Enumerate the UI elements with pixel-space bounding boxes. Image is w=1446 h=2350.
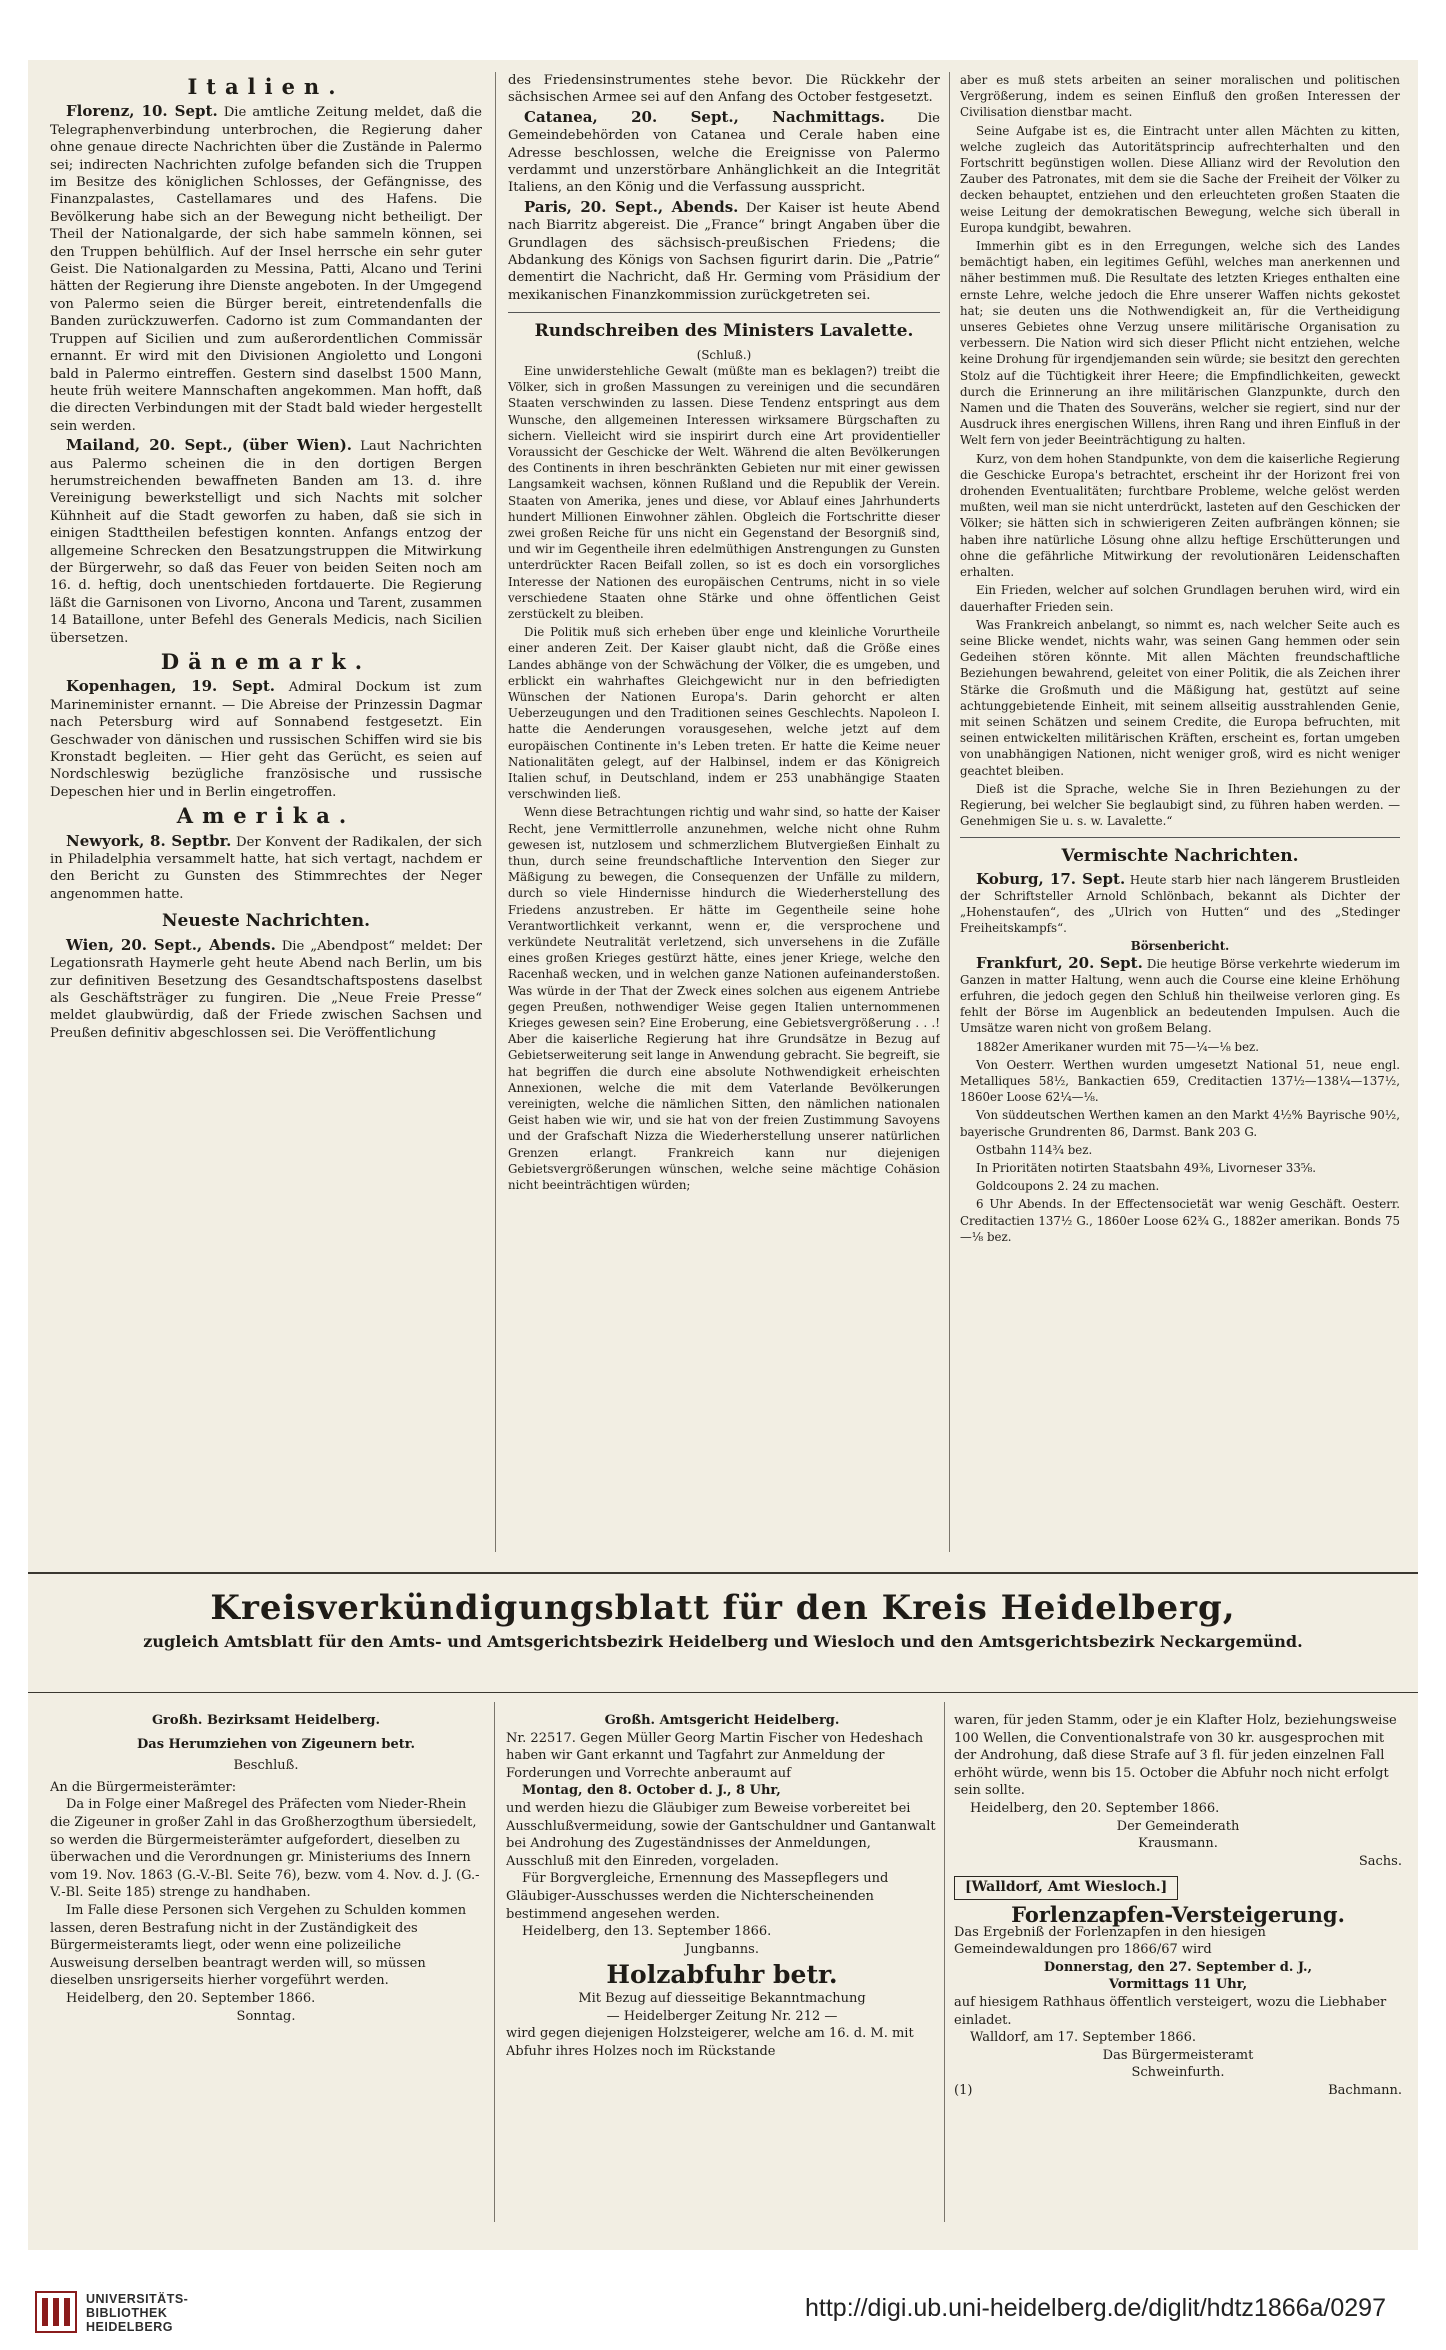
conclusion-note: (Schluß.) bbox=[696, 347, 752, 362]
article-florenz bbox=[50, 103, 482, 435]
circular-paragraph: Die Politik muß sich erheben über enge und kleinliche Vorurtheile einer anderen Zeit. Der Kaiser glaubt nicht, daß die Größe eines Landes abhänge von der Schwächung der Völker, die es umgeben, und erblickt ein wahrhaftes Gleichgewicht nur in den befriedigten Wünschen der Nationen Europa's. Darin gehorcht er alten Ueberzeugungen und den Traditionen seines Geschlechts. Napoleon I. hatte die Aenderungen vorausgesehen, welche jetzt auf dem europäischen Continente in's Leben treten. Er hatte die Keime neuer Nationalitäten gelegt, auf der Halbinsel, indem er das Königreich Italien schuf, in Deutschland, indem er 253 unabhängige Staaten verschwinden ließ. bbox=[508, 625, 940, 802]
notice-office: Das Bürgermeisteramt bbox=[1102, 2047, 1254, 2063]
library-name bbox=[86, 2292, 188, 2334]
notice-signer: Bachmann. bbox=[1328, 2082, 1402, 2098]
article-frankfurt bbox=[960, 955, 1400, 1037]
bourse-line: Ostbahn 114¾ bez. bbox=[976, 1142, 1093, 1157]
heading-america: Amerika. bbox=[176, 803, 356, 829]
gazette-subtitle: zugleich Amtsblatt für den Amts- und Amtsgerichtsbezirk Heidelberg und Wiesloch und den Amtsgerichtsbezirk Neckargemünd. bbox=[143, 1632, 1303, 1651]
heading-misc-news: Vermischte Nachrichten. bbox=[1061, 846, 1299, 867]
notice-decision: Beschluß. bbox=[233, 1758, 299, 1774]
notice-signature: Jungbanns. bbox=[685, 1941, 759, 1957]
notice-reference: — Heidelberger Zeitung Nr. 212 — bbox=[606, 2008, 838, 2024]
gazette-title: Kreisverkündigungsblatt für den Kreis Heidelberg, bbox=[210, 1588, 1236, 1628]
notice-signature: Sonntag. bbox=[236, 2008, 296, 2024]
footer bbox=[0, 2260, 1446, 2350]
bourse-line: 1882er Amerikaner wurden mit 75—¼—⅛ bez. bbox=[976, 1039, 1260, 1054]
notice-date: Walldorf, am 17. September 1866. bbox=[970, 2030, 1197, 2046]
bourse-line: Von süddeutschen Werthen kamen an den Markt 4½% Bayrische 90½, bayerische Grundrenten 86, Darmst. Bank 203 G. bbox=[960, 1108, 1400, 1139]
library-line: BIBLIOTHEK bbox=[86, 2306, 168, 2320]
circular-paragraph: Wenn diese Betrachtungen richtig und wahr sind, so hatte der Kaiser Recht, jene Vermittlerrolle anzunehmen, welche nicht ohne Ruhm gewesen ist, nutzlosem und schmerzlichem Blutvergießen Einhalt zu thun, durch seine freundschaftliche Intervention den Sieger zur Mäßigung zu bewegen, die Consequenzen der Unfälle zu mildern, durch so viele Hindernisse hindurch die Wiederherstellung des Friedens anzustreben. Er hätte im Gegentheile seine hohe Verantwortlichkeit verkannt, wenn er, die versprochene und verkündete Neutralität verletzend, sich unversehens in die Zufälle eines großen Krieges gestürzt hätte, eines jener Kriege, welche den Racenhaß wecken, und in welchen ganze Nationen aufeinanderstoßen. Was würde in der That der Zweck eines solchen aus eigenem Antriebe gegen Preußen, nothwendiger Weise gegen Italien unternommenen Krieges gewesen sein? Eine Eroberung, eine Gebietsvergrößerung . . .! Aber die kaiserliche Regierung hat ihre Grundsätze in Bezug auf Gebietserweiterung seit lange in Anwendung gebracht. Sie begreift, sie hat begriffen die durch eine absolute Nothwendigkeit erheischten Annexionen, welche die mit dem Vaterlande Bevölkerungen vereinigten, welche die nämlichen Sitten, den nämlichen nationalen Geist haben wie wir, und sie hat von der freien Zustimmung Savoyens und der Grafschaft Nizza die Wiederherstellung unserer natürlichen Grenzen erlangt. Frankreich kann nur diejenigen Gebietsvergrößerungen wünschen, welche seine mächtige Cohäsion nicht beeinträchtigen würden; bbox=[508, 805, 940, 1193]
article-mailand bbox=[50, 437, 482, 647]
notice-title: Das Herumziehen von Zigeunern betr. bbox=[137, 1736, 415, 1752]
notice-number: (1) bbox=[954, 2082, 973, 2098]
text-kopenhagen: Admiral Dockum ist zum Marineminister ernannt. — Die Abreise der Prinzessin Dagmar nach Petersburg wird auf Sonnabend festgesetzt. Ein Geschwader von dänischen und russischen Schiffen wird sie bis Kronstadt begleiten. — Hier geht das Gerücht, es seien auf Nordschleswig bezügliche französische und russische Depeschen hier und in Berlin eingetroffen. bbox=[50, 680, 482, 800]
notice-body: waren, für jeden Stamm, oder je ein Klafter Holz, beziehungsweise 100 Wellen, die Conventionalstrafe von 30 kr. ausgesprochen mit der Androhung, daß diese Strafe auf 3 fl. für jeden einzelnen Fall erhöht würde, wenn bis 15. October die Abfuhr noch nicht erfolgt sein sollte. bbox=[954, 1713, 1397, 1799]
dateline-mailand: Mailand, 20. Sept., (über Wien). bbox=[66, 436, 353, 455]
notice-addressee: An die Bürgermeisterämter: bbox=[50, 1779, 237, 1795]
heading-denmark: Dänemark. bbox=[160, 649, 372, 674]
dateline-wien: Wien, 20. Sept., Abends. bbox=[66, 935, 276, 954]
circular-text bbox=[508, 363, 940, 1193]
circular-paragraph: Immerhin gibt es in den Erregungen, welche sich des Landes bemächtigt haben, ein legitimes Gefühl, welches man anerkennen und näher bestimmen muß. Die Resultate des letzten Krieges enthalten eine ernste Lehre, welche jedoch die Ehre unserer Waffen nichts gekostet hat; sie deuten uns die Nothwendigkeit an, für die Vertheidigung unseres Gebietes ohne Verzug unsere militärische Organisation zu verbessern. Die Nation wird sich dieser Pflicht nicht entziehen, welche keine Drohung für irgendjemanden sein würde; sie besitzt den gerechten Stolz auf die Tüchtigkeit ihrer Heere; die Empfindlichkeiten, geweckt durch die Erinnerung an ihre militärischen Glanzpunkte, durch den Namen und die Thaten des Souveräns, welcher sie regiert, sind nur der Ausdruck ihres energischen Willens, ihren Rang und ihren Einfluß in der Welt fern von jeder Beeinträchtigung zu halten. bbox=[960, 239, 1400, 448]
section-rule bbox=[28, 1572, 1418, 1574]
article-koburg bbox=[960, 871, 1400, 937]
heading-bourse: Börsenbericht. bbox=[1130, 939, 1230, 954]
notice-gypsies bbox=[50, 1712, 482, 2232]
notice-date-line: Montag, den 8. October d. J., 8 Uhr, bbox=[522, 1783, 781, 1799]
dateline-koburg: Koburg, 17. Sept. bbox=[976, 869, 1126, 888]
dateline-frankfurt: Frankfurt, 20. Sept. bbox=[976, 953, 1143, 972]
dateline-newyork: Newyork, 8. Septbr. bbox=[66, 831, 232, 850]
heading-latest-news: Neueste Nachrichten. bbox=[161, 911, 371, 932]
heading-italy: Italien. bbox=[187, 74, 345, 99]
notice-title-wood: Holzabfuhr betr. bbox=[606, 1960, 838, 1990]
circular-continuation: aber es muß stets arbeiten an seiner moralischen und politischen Vergrößerung, indem es seinen Einfluß den großen Interessen der Civilisation dienstbar macht. bbox=[960, 73, 1400, 120]
text-paris: Der Kaiser ist heute Abend nach Biarritz abgereist. Die „France“ bringt Angaben über die Grundlagen des sächsisch-preußischen Friedens; die Abdankung des Königs von Sachsen figurirt darin. Die „Patrie“ dementirt die Nachricht, daß Hr. Germing vom Präsidium der mexikanischen Finanzkommission zurückgetreten sei. bbox=[508, 200, 940, 303]
bourse-line: Goldcoupons 2. 24 zu machen. bbox=[976, 1179, 1160, 1194]
notice-title-auction: Forlenzapfen-Versteigerung. bbox=[1011, 1901, 1345, 1927]
notice-body: und werden hiezu die Gläubiger zum Beweise vorbereitet bei Ausschlußvermeidung, sowie der Gantschuldner und Gantanwalt bei Androhung des Zugeständnisses der Anmeldungen, Ausschluß mit den Einreden, vorgeladen. bbox=[506, 1800, 936, 1869]
notice-authority: Großh. Amtsgericht Heidelberg. bbox=[604, 1713, 840, 1728]
notice-day-line: Donnerstag, den 27. September d. J., bbox=[1043, 1959, 1313, 1975]
column-divider bbox=[494, 1702, 495, 2222]
circular-paragraph: Seine Aufgabe ist es, die Eintracht unter allen Mächten zu kitten, welche zugleich das Autoritätsprincip aufrechterhalten und den Fortschritt begünstigen wollen. Diese Allianz wird der Revolution den Zauber des Patronates, mit dem sie die Sache der Freiheit der Völker zu decken behauptet, entziehen und den erleuchteten großen Staaten die weise Leitung der demokratischen Bewegung, welche sich überall in Europa kundgibt, bewahren. bbox=[960, 123, 1400, 235]
bourse-line: Von Oesterr. Werthen wurden umgesetzt National 51, neue engl. Metalliques 58½, Bankactien 659, Creditactien 137½—138¼—137½, 1860er Loose 62¼—⅛. bbox=[960, 1057, 1400, 1105]
article-kopenhagen bbox=[50, 678, 482, 801]
article-continuation: des Friedensinstrumentes stehe bevor. Die Rückkehr der sächsischen Armee sei auf den Anfang des October festgesetzt. bbox=[508, 73, 940, 106]
notice-date: Heidelberg, den 20. September 1866. bbox=[66, 1990, 316, 2006]
divider bbox=[960, 837, 1400, 838]
notice-body: wird gegen diejenigen Holzsteigerer, welche am 16. d. M. mit Abfuhr ihres Holzes noch im Rückstande bbox=[506, 2026, 914, 2059]
circular-paragraph: Was Frankreich anbelangt, so nimmt es, nach welcher Seite auch es seine Blicke wendet, nichts wahr, was seinen Gang hemmen oder sein Gedeihen stören könnte. Mit allen Mächten freundschaftliche Beziehungen bewahrend, geleitet von einer Politik, die als Zeichen ihrer Stärke die Großmuth und die Mäßigung hat, gestützt auf seine achtunggebietende Einheit, mit seinem allseitig ausstrahlenden Genie, mit seinen Schätzen und seinem Credite, die Europa befruchten, mit seinen entwickelten militärischen Kräften, erscheint es, fortan umgeben von unabhängigen Nationen, nicht weniger groß, wird es nicht weniger geachtet bleiben. bbox=[960, 617, 1400, 778]
notice-body: Da in Folge einer Maßregel des Präfecten vom Nieder-Rhein die Zigeuner in großer Zahl in das Großherzogthum übersiedelt, so werden die Bürgermeisterämter aufgefordert, dieselben zu überwachen und die Verordnungen gr. Ministeriums des Innern vom 19. Nov. 1863 (G.-V.-Bl. Seite 76), bezw. vom 4. Nov. d. J. (G.-V.-Bl. Seite 185) strenge zu handhaben. bbox=[50, 1797, 480, 1901]
notice-bankruptcy bbox=[506, 1712, 938, 2232]
library-line: UNIVERSITÄTS- bbox=[86, 2292, 189, 2306]
notice-body: Im Falle diese Personen sich Vergehen zu Schulden kommen lassen, deren Bestrafung nicht in der Zuständigkeit des Bürgermeisteramts liegt, oder wenn eine polizeiliche Ausweisung derselben beantragt werden will, so müssen dieselben unsrigerseits hierher vorgeführt werden. bbox=[50, 1902, 467, 1989]
text-catanea: Die Gemeindebehörden von Catanea und Cerale haben eine Adresse beschlossen, welche die Ereignisse von Palermo verdammt und unzerstörbare Anhänglichkeit an die Integrität Italiens, an den König und die Verfassung ausspricht. bbox=[508, 110, 940, 196]
notice-location-box: [Walldorf, Amt Wiesloch.] bbox=[954, 1876, 1178, 1900]
bourse-line: 6 Uhr Abends. In der Effectensocietät war wenig Geschäft. Oesterr. Creditactien 137½ G., 1860er Loose 62¾ G., 1882er amerikan. Bonds 75—⅛ bez. bbox=[960, 1197, 1400, 1244]
notice-mayor: Schweinfurth. bbox=[1131, 2065, 1225, 2081]
text-koburg: Heute starb hier nach längerem Brustleiden der Schriftsteller Arnold Schlönbach, bekannt als Dichter der „Hohenstaufen“, des „Ulrich von Hutten“ und des „Stedinger Freiheitskampfs“. bbox=[960, 872, 1400, 936]
notice-authority: Großh. Bezirksamt Heidelberg. bbox=[151, 1713, 381, 1728]
column-3 bbox=[960, 72, 1400, 1557]
dateline-catanea: Catanea, 20. Sept., Nachmittags. bbox=[524, 107, 886, 126]
column-1 bbox=[50, 72, 482, 1557]
dateline-kopenhagen: Kopenhagen, 19. Sept. bbox=[66, 677, 275, 696]
source-url[interactable]: http://digi.ub.uni-heidelberg.de/diglit/hdtz1866a/0297 bbox=[805, 2294, 1386, 2322]
notice-body: Nr. 22517. Gegen Müller Georg Martin Fischer von Hedeshach haben wir Gant erkannt und Tagfahrt zur Anmeldung der Forderungen und Vorrechte anberaumt auf bbox=[506, 1730, 924, 1781]
heading-circular: Rundschreiben des Ministers Lavalette. bbox=[534, 321, 914, 342]
university-library-logo bbox=[34, 2290, 78, 2334]
logo-bar bbox=[42, 2298, 48, 2326]
notice-time-line: Vormittags 11 Uhr, bbox=[1108, 1977, 1248, 1993]
text-wien: Die „Abendpost“ meldet: Der Legationsrath Haymerle geht heute Abend nach Berlin, um bis zur definitiven Besetzung des Gesandtschaftspostens daselbst als Geschäftsträger zu fungiren. Die „Neue Freie Presse“ meldet glaubwürdig, daß der Friede zwischen Sachsen und Preußen definitiv abgeschlossen sei. Die Veröffentlichung bbox=[50, 938, 482, 1041]
article-catanea bbox=[508, 109, 940, 197]
library-line: HEIDELBERG bbox=[86, 2320, 173, 2334]
dateline-florenz: Florenz, 10. Sept. bbox=[66, 102, 218, 121]
logo-bar bbox=[53, 2298, 59, 2326]
text-newyork: Der Konvent der Radikalen, der sich in Philadelphia versammelt hatte, hat sich vertagt, nachdem er den Bericht zu Gunsten des Stimmrechtes der Neger angenommen hatte. bbox=[50, 834, 482, 902]
notice-council: Der Gemeinderath bbox=[1116, 1818, 1240, 1834]
notice-footer-line bbox=[954, 2082, 1402, 2100]
circular-paragraph: Kurz, von dem hohen Standpunkte, von dem die kaiserliche Regierung die Geschicke Europa's betrachtet, erscheint ihr der Horizont frei von drohenden Eventualitäten; furchtbare Probleme, welche gelöst werden mußten, weil man sie nicht unterdrückt, lasteten auf den Geschicken der Völker; sie hätten sich in schwierigeren Zeiten aufbrängen können; sie haben ihre natürliche Lösung ohne allzu heftige Erschütterungen und ohne die gefährliche Mitwirkung der revolutionären Leidenschaften erhalten. bbox=[960, 451, 1400, 580]
notice-name: Krausmann. bbox=[1138, 1836, 1218, 1852]
column-divider bbox=[944, 1702, 945, 2222]
notice-body: Für Borgvergleiche, Ernennung des Massepflegers und Gläubiger-Ausschusses werden die Nichterscheinenden bestimmend angesehen werden. bbox=[506, 1871, 889, 1922]
notice-auction bbox=[954, 1712, 1402, 2232]
text-frankfurt: Die heutige Börse verkehrte wiederum im Ganzen in matter Haltung, wenn auch die Course eine kleine Erhöhung erfuhren, die jedoch gegen den Schluß hin theilweise verloren ging. Es fehlt der Börse im Augenblick an bedeutenden Impulsen. Auch die Umsätze waren nicht von großem Belang. bbox=[960, 956, 1400, 1036]
column-divider bbox=[495, 72, 496, 1552]
dateline-paris: Paris, 20. Sept., Abends. bbox=[524, 197, 739, 216]
official-gazette-banner bbox=[28, 1588, 1418, 1651]
circular-paragraph: Dieß ist die Sprache, welche Sie in Ihren Beziehungen zu der Regierung, bei welcher Sie beglaubigt sind, zu führen haben werden. — Genehmigen Sie u. s. w. Lavalette.“ bbox=[960, 781, 1400, 829]
circular-paragraph: Ein Frieden, welcher auf solchen Grundlagen beruhen wird, wird ein dauerhafter Frieden sein. bbox=[960, 583, 1400, 614]
article-newyork bbox=[50, 833, 482, 904]
section-rule bbox=[28, 1692, 1418, 1693]
text-florenz: Die amtliche Zeitung meldet, daß die Telegraphenverbindung unterbrochen, die Regierung daher ohne genaue directe Nachrichten über die Zustände in Palermo sei; indirecten Nachrichten zufolge befanden sich die Truppen im Besitze des königlichen Schlosses, der Gefängnisse, des Finanzpalastes, Castellamares und des Hafens. Die Bevölkerung habe sich an der Bewegung nicht betheiligt. Der Theil der Nationalgarde, der sich habe sammeln können, sei den Truppen behülflich. Auf der Insel herrsche ein sehr guter Geist. Die Nationalgarden zu Messina, Patti, Alcano und Terini hätten der Regierung ihre Dienste angeboten. In der Umgegend von Palermo seien die Bürger bereit, eintretendenfalls die Banden zurückzuwerfen. Cadorno ist zum Commandanten der Truppen auf Sicilien und zum außerordentlichen Commissär ernannt. Er wird mit den Divisionen Angioletto und Longoni bald in Palermo eintreffen. Gestern sind daselbst 1500 Mann, heute früh weitere Mannschaften angekommen. Man hofft, daß die directen Verbindungen mit der Stadt bald wieder hergestellt sein werden. bbox=[50, 105, 482, 434]
notice-body: auf hiesigem Rathhaus öffentlich versteigert, wozu die Liebhaber einladet. bbox=[954, 1994, 1387, 2028]
newspaper-page bbox=[28, 60, 1418, 2250]
divider bbox=[508, 312, 940, 313]
column-2 bbox=[508, 72, 940, 1557]
circular-paragraph: Eine unwiderstehliche Gewalt (müßte man es beklagen?) treibt die Völker, sich in großen Massungen zu vereinigen und die secundären Staaten verschwinden zu lassen. Diese Tendenz entspringt aus dem Wunsche, den allgemeinen Interessen wirksamere Bürgschaften zu sichern. Vielleicht wird sie inspirirt durch eine Art providentieller Voraussicht der Geschicke der Welt. Während die alten Bevölkerungen des Continents in ihren beschränkten Gebieten nur mit einer gewissen Langsamkeit wachsen, können Rußland und die Republik der Verein. Staaten von Amerika, jenes und diese, vor Ablauf eines Jahrhunderts hundert Millionen Einwohner zählen. Obgleich die Fortschritte dieser zwei großen Reiche für uns nicht ein Gegenstand der Besorgniß sind, und wir im Gegentheile ihren edelmüthigen Anstrengungen zu Gunsten unterdrückter Racen Beifall zollen, so ist es doch ein vorsorgliches Interesse der Nationen des europäischen Centrums, nicht in so viele verschiedene Staaten ohne Stärke und ohne öffentlichen Geist zerstückelt zu bleiben. bbox=[508, 363, 940, 621]
bourse-line: In Prioritäten notirten Staatsbahn 49⅜, Livorneser 33⅝. bbox=[976, 1161, 1317, 1175]
article-wien bbox=[50, 937, 482, 1042]
text-mailand: Laut Nachrichten aus Palermo scheinen die in den dortigen Bergen herumstreichenden bewaffneten Banden am 13. d. ihre Vereinigung bewerkstelligt und sich Nachts mit solcher Kühnheit auf die Stadt geworfen zu haben, daß sie sich in einigen Stadttheilen befestigen konnten. Anfangs entzog der allgemeine Schrecken den Besatzungstruppen die Mitwirkung der Bürgerwehr, so daß das Feuer von beiden Seiten noch am 16. d. heftig, doch unentschieden fortdauerte. Die Regierung läßt die Garnisonen von Livorno, Ancona und Tarent, zusammen 14 Bataillone, unter Befehl des Generals Medicis, nach Sicilien übersetzen. bbox=[50, 439, 482, 646]
logo-bar bbox=[64, 2298, 70, 2326]
column-divider bbox=[949, 72, 950, 1552]
notice-intro: Mit Bezug auf diesseitige Bekanntmachung bbox=[578, 1990, 866, 2006]
article-paris bbox=[508, 199, 940, 304]
notice-body: Das Ergebniß der Forlenzapfen in den hiesigen Gemeindewaldungen pro 1866/67 wird bbox=[954, 1924, 1266, 1958]
notice-date: Heidelberg, den 20. September 1866. bbox=[970, 1800, 1220, 1816]
notice-signer: Sachs. bbox=[1358, 1853, 1402, 1869]
notice-date: Heidelberg, den 13. September 1866. bbox=[522, 1924, 772, 1940]
